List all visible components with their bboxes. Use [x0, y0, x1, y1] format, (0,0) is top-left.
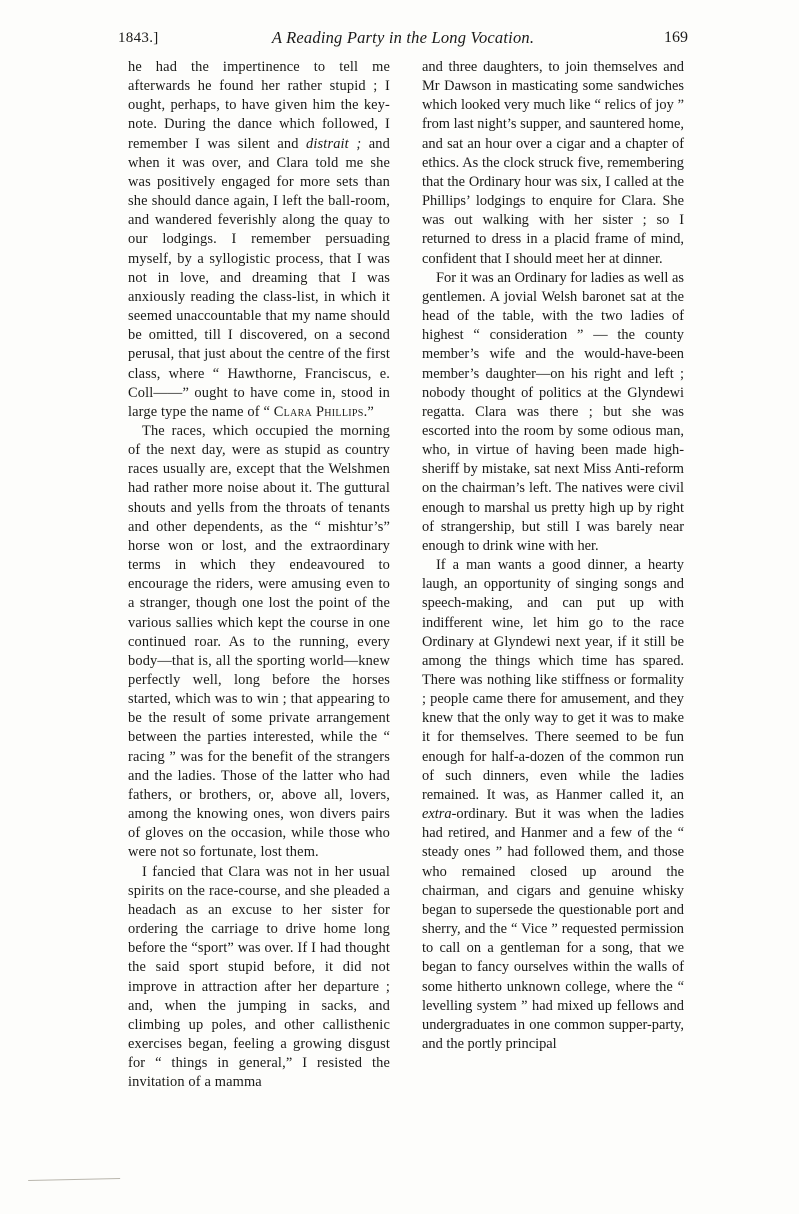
paragraph: he had the impertinence to tell me afterwards he found her rather stupid ; I ought, perhaps, to have given him the key-note. During the dance which followed, I remember I was silent and distrait ; and when it was over, and Clara told me she was positively engaged for more sets than she should dance again, I left the ball-room, and wandered feverishly along the quay to our lodgings. I remember persuading myself, by a syllogistic process, that I was not in love, and dreaming that I was anxiously reading the class-list, in which it seemed unaccountable that my name should be omitted, till I discovered, on a second perusal, that just about the centre of the first class, where “ Hawthorne, Franciscus, e. Coll——” ought to have come in, stood in large type the name of “ Clara Phillips.”: [128, 59, 390, 420]
paragraph: I fancied that Clara was not in her usual spirits on the race-course, and she pleaded a headach as an excuse to her sister for ordering the carriage to drive home long before the “sport” was over. If I had thought the said sport stupid before, it did not improve in attraction after her departure ; and, when the jumping in sacks, and climbing up poles, and other callisthenic exercises began, feeling a growing disgust for “ things in general,” I resisted the invitation of a mamma: [128, 863, 390, 1091]
header-running-title: A Reading Party in the Long Vocation.: [271, 28, 535, 47]
paragraph: For it was an Ordinary for ladies as well as gentlemen. A jovial Welsh baronet sat at the head of the table, with the two ladies of highest “ consideration ” — the county member’s wife and the would-have-been member’s daughter—on his right and left ; nobody thought of politics at the Glyndewi regatta. Clara was there ; but she was escorted into the room by some odious man, who, in virtue of having been made high-sheriff by mistake, sat next Miss Anti-reform on the chairman’s left. The natives were civil enough to marshal us pretty high up by right of strangership, but still I was barely near enough to drink wine with her.: [422, 269, 684, 554]
paragraph: The races, which occupied the morning of the next day, were as stupid as country races usually are, except that the Welshmen had rather more noise about it. The guttural shouts and yells from the throats of tenants and other dependents, as the “ mishtur’s” horse won or lost, and the extraordinary terms in which they endeavoured to encourage the riders, were amusing even to a stranger, though one lost the point of the various sallies which kept the course in one continued roar. As to the running, every body—that is, all the sporting world—knew perfectly well, long before the horses started, which was to win ; that appearing to be the result of some private arrangement between the parties interested, while the “ racing ” was for the benefit of the strangers and the ladies. Those of the latter who had fathers, or brothers, or, above all, lovers, among the knowing ones, won divers pairs of gloves on the occasion, while those who were not so fortunate, lost them.: [128, 422, 390, 861]
paragraph: and three daughters, to join themselves and Mr Dawson in masticating some sandwiches which looked very much like “ relics of joy ” from last night’s supper, and sauntered home, and sat an hour over a cigar and a chapter of ethics. As the clock struck five, remembering that the Ordinary hour was six, I called at the Phillips’ lodgings to enquire for Clara. She was out walking with her sister ; so I returned to dress in a placid frame of mind, confident that I should meet her at dinner.: [422, 59, 684, 267]
header-year: 1843.]: [118, 30, 159, 46]
column-right: [422, 58, 684, 1054]
page-header: [118, 28, 688, 52]
page-number: 169: [664, 29, 688, 46]
page-edge-mark: [28, 1164, 120, 1181]
column-left: [128, 58, 390, 1092]
paragraph: If a man wants a good dinner, a hearty laugh, an opportunity of singing songs and speech-making, and can put up with indifferent wine, let him go to the race Ordinary at Glyndewi next year, if it still be among the things which time has spared. There was nothing like stiffness or formality ; people came there for amusement, and they knew that the only way to get it was to make it for themselves. There seemed to be fun enough for half-a-dozen of the common run of such dinners, even while the ladies remained. It was, as Hanmer called it, an extra-ordinary. But it was when the ladies had retired, and Hanmer and a few of the “ steady ones ” had followed them, and those who remained closed up around the chairman, and cigars and genuine whisky began to supersede the questionable port and sherry, and the “ Vice ” requested permission to call on a gentleman for a song, that we began to fancy ourselves within the walls of some hitherto unknown college, where the “ levelling system ” had mixed up fellows and undergraduates in one common supper-party, and the portly principal: [422, 557, 684, 1052]
